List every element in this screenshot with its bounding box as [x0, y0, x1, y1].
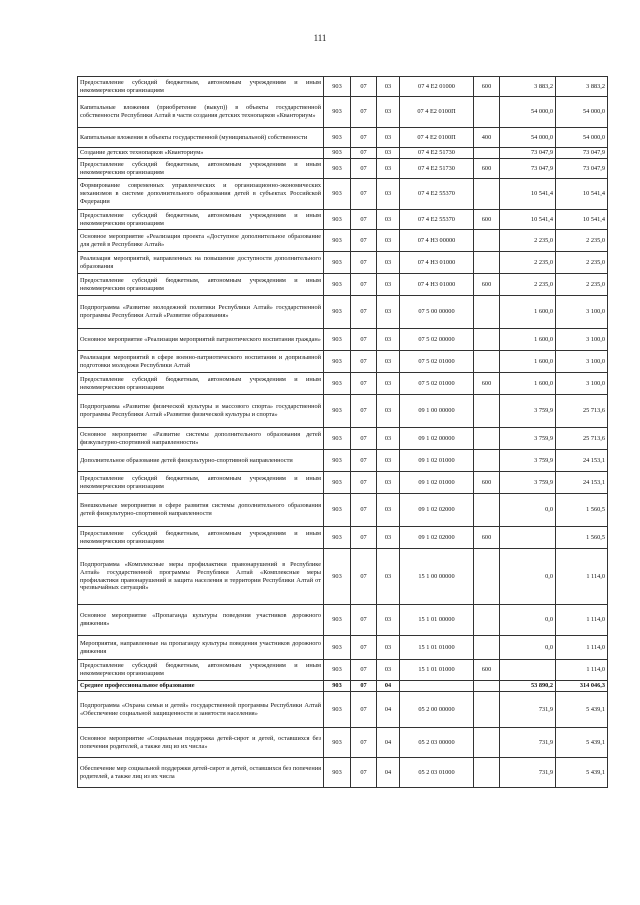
- expense-type-code: 600: [474, 373, 500, 395]
- ministry-code: 903: [324, 472, 351, 494]
- amount-column-1: 3 759,9: [500, 428, 556, 450]
- amount-column-2: 25 713,6: [556, 395, 608, 428]
- ministry-code: 903: [324, 329, 351, 351]
- expense-type-code: [474, 148, 500, 159]
- amount-column-2: 1 560,5: [556, 494, 608, 527]
- table-row: [78, 373, 608, 395]
- target-article-code: 07 4 H3 00000: [400, 230, 474, 252]
- subsection-code: 03: [377, 450, 400, 472]
- amount-column-2: 10 541,4: [556, 179, 608, 210]
- target-article-code: 15 1 01 01000: [400, 636, 474, 660]
- amount-column-2: 5 439,1: [556, 728, 608, 758]
- amount-column-2: 1 114,0: [556, 660, 608, 681]
- amount-column-2: 73 047,9: [556, 159, 608, 179]
- section-code: 07: [351, 692, 377, 728]
- amount-column-1: 0,0: [500, 605, 556, 636]
- row-description: Предоставление субсидий бюджетным, автономным учреждениям и иным некоммерческим организациям: [78, 373, 324, 395]
- table-row: [78, 660, 608, 681]
- table-row: [78, 472, 608, 494]
- expense-type-code: 600: [474, 274, 500, 296]
- target-article-code: 15 1 01 00000: [400, 605, 474, 636]
- table-row: [78, 351, 608, 373]
- expense-type-code: [474, 681, 500, 692]
- ministry-code: 903: [324, 252, 351, 274]
- amount-column-1: 1 600,0: [500, 296, 556, 329]
- subsection-code: 03: [377, 373, 400, 395]
- ministry-code: 903: [324, 636, 351, 660]
- target-article-code: 09 1 02 01000: [400, 450, 474, 472]
- expense-type-code: [474, 230, 500, 252]
- amount-column-2: 314 046,3: [556, 681, 608, 692]
- expense-type-code: [474, 450, 500, 472]
- amount-column-1: 731,9: [500, 692, 556, 728]
- row-description: Основное мероприятие «Развитие системы дополнительного образования детей физкультурно-спортивной направленности»: [78, 428, 324, 450]
- subsection-code: 03: [377, 274, 400, 296]
- ministry-code: 903: [324, 179, 351, 210]
- expense-type-code: [474, 728, 500, 758]
- target-article-code: 07 5 02 01000: [400, 373, 474, 395]
- target-article-code: [400, 681, 474, 692]
- expense-type-code: [474, 428, 500, 450]
- subsection-code: 03: [377, 148, 400, 159]
- row-description: Реализация мероприятий, направленных на повышение доступности дополнительного образования: [78, 252, 324, 274]
- target-article-code: 09 1 02 01000: [400, 472, 474, 494]
- ministry-code: 903: [324, 450, 351, 472]
- subsection-code: 03: [377, 660, 400, 681]
- table-row: [78, 681, 608, 692]
- section-code: 07: [351, 549, 377, 605]
- budget-table: [77, 76, 608, 788]
- section-code: 07: [351, 296, 377, 329]
- target-article-code: 07 4 E2 55370: [400, 210, 474, 230]
- amount-column-2: 24 153,1: [556, 472, 608, 494]
- table-row: [78, 428, 608, 450]
- ministry-code: 903: [324, 77, 351, 97]
- ministry-code: 903: [324, 210, 351, 230]
- ministry-code: 903: [324, 728, 351, 758]
- amount-column-2: 3 100,0: [556, 296, 608, 329]
- row-description: Внешкольные мероприятия в сфере развития системы дополнительного образования детей физкультурно-спортивной направленности: [78, 494, 324, 527]
- amount-column-2: 24 153,1: [556, 450, 608, 472]
- amount-column-2: 3 100,0: [556, 373, 608, 395]
- row-description: Основное мероприятие «Социальная поддержка детей-сирот и детей, оставшихся без попечения родителей, а также лиц из их числа»: [78, 728, 324, 758]
- target-article-code: 09 1 00 00000: [400, 395, 474, 428]
- expense-type-code: [474, 636, 500, 660]
- section-code: 07: [351, 351, 377, 373]
- section-code: 07: [351, 728, 377, 758]
- row-description: Капитальные вложения (приобретение (выкуп)) в объекты государственной собственности Республики Алтай в части создания детских технопарков «Кванториум»: [78, 97, 324, 128]
- amount-column-2: 5 439,1: [556, 692, 608, 728]
- ministry-code: 903: [324, 395, 351, 428]
- table-row: [78, 97, 608, 128]
- target-article-code: 05 2 00 00000: [400, 692, 474, 728]
- expense-type-code: [474, 97, 500, 128]
- target-article-code: 07 5 02 01000: [400, 351, 474, 373]
- subsection-code: 03: [377, 179, 400, 210]
- section-code: 07: [351, 210, 377, 230]
- row-description: Мероприятия, направленные на пропаганду культуры поведения участников дорожного движения: [78, 636, 324, 660]
- section-code: 07: [351, 128, 377, 148]
- amount-column-2: 3 100,0: [556, 351, 608, 373]
- target-article-code: 09 1 02 00000: [400, 428, 474, 450]
- target-article-code: 07 4 E2 55370: [400, 179, 474, 210]
- section-code: 07: [351, 179, 377, 210]
- section-code: 07: [351, 252, 377, 274]
- ministry-code: 903: [324, 692, 351, 728]
- row-description: Предоставление субсидий бюджетным, автономным учреждениям и иным некоммерческим организациям: [78, 274, 324, 296]
- target-article-code: 07 4 H3 01000: [400, 274, 474, 296]
- expense-type-code: [474, 395, 500, 428]
- amount-column-1: 1 600,0: [500, 351, 556, 373]
- row-description: Подпрограмма «Развитие физической культуры и массового спорта» государственной программы Республики Алтай «Развитие физической культуры и спорта»: [78, 395, 324, 428]
- row-description: Предоставление субсидий бюджетным, автономным учреждениям и иным некоммерческим организациям: [78, 472, 324, 494]
- subsection-code: 03: [377, 159, 400, 179]
- expense-type-code: [474, 692, 500, 728]
- table-row: [78, 395, 608, 428]
- subsection-code: 03: [377, 351, 400, 373]
- subsection-code: 04: [377, 681, 400, 692]
- expense-type-code: 600: [474, 660, 500, 681]
- amount-column-2: 1 114,0: [556, 549, 608, 605]
- section-code: 07: [351, 527, 377, 549]
- table-row: [78, 230, 608, 252]
- target-article-code: 07 4 H3 01000: [400, 252, 474, 274]
- ministry-code: 903: [324, 159, 351, 179]
- table-body: [78, 77, 608, 788]
- target-article-code: 07 5 02 00000: [400, 329, 474, 351]
- expense-type-code: 600: [474, 210, 500, 230]
- section-code: 07: [351, 148, 377, 159]
- page-number: 111: [313, 33, 327, 43]
- expense-type-code: 600: [474, 159, 500, 179]
- section-code: 07: [351, 77, 377, 97]
- target-article-code: 07 4 E2 01000: [400, 77, 474, 97]
- expense-type-code: [474, 179, 500, 210]
- amount-column-1: 2 235,0: [500, 252, 556, 274]
- amount-column-1: 10 541,4: [500, 210, 556, 230]
- subsection-code: 03: [377, 210, 400, 230]
- expense-type-code: [474, 351, 500, 373]
- ministry-code: 903: [324, 351, 351, 373]
- row-description: Предоставление субсидий бюджетным, автономным учреждениям и иным некоммерческим организациям: [78, 527, 324, 549]
- section-code: 07: [351, 159, 377, 179]
- expense-type-code: [474, 329, 500, 351]
- amount-column-1: 73 047,9: [500, 148, 556, 159]
- section-code: 07: [351, 450, 377, 472]
- section-code: 07: [351, 605, 377, 636]
- amount-column-1: 10 541,4: [500, 179, 556, 210]
- amount-column-1: 3 759,9: [500, 450, 556, 472]
- subsection-code: 03: [377, 428, 400, 450]
- expense-type-code: [474, 549, 500, 605]
- table-row: [78, 252, 608, 274]
- subsection-code: 03: [377, 296, 400, 329]
- section-code: 07: [351, 494, 377, 527]
- amount-column-2: 2 235,0: [556, 274, 608, 296]
- row-description: Предоставление субсидий бюджетным, автономным учреждениям и иным некоммерческим организациям: [78, 660, 324, 681]
- amount-column-2: 1 114,0: [556, 605, 608, 636]
- table-row: [78, 296, 608, 329]
- subsection-code: 04: [377, 758, 400, 788]
- amount-column-1: 54 000,0: [500, 128, 556, 148]
- subsection-code: 03: [377, 494, 400, 527]
- expense-type-code: [474, 605, 500, 636]
- amount-column-1: 0,0: [500, 636, 556, 660]
- amount-column-1: 3 759,9: [500, 472, 556, 494]
- table-row: [78, 329, 608, 351]
- table-row: [78, 758, 608, 788]
- table-row: [78, 636, 608, 660]
- amount-column-2: 3 883,2: [556, 77, 608, 97]
- subsection-code: 03: [377, 77, 400, 97]
- expense-type-code: 600: [474, 77, 500, 97]
- target-article-code: 09 1 02 02000: [400, 527, 474, 549]
- target-article-code: 15 1 00 00000: [400, 549, 474, 605]
- amount-column-1: 3 883,2: [500, 77, 556, 97]
- subsection-code: 03: [377, 230, 400, 252]
- target-article-code: 15 1 01 01000: [400, 660, 474, 681]
- target-article-code: 07 4 E2 51730: [400, 159, 474, 179]
- amount-column-2: 3 100,0: [556, 329, 608, 351]
- target-article-code: 07 5 00 00000: [400, 296, 474, 329]
- table-row: [78, 494, 608, 527]
- target-article-code: 09 1 02 02000: [400, 494, 474, 527]
- row-description: Предоставление субсидий бюджетным, автономным учреждениям и иным некоммерческим организациям: [78, 210, 324, 230]
- section-code: 07: [351, 660, 377, 681]
- amount-column-1: 2 235,0: [500, 274, 556, 296]
- subsection-code: 03: [377, 329, 400, 351]
- table-row: [78, 148, 608, 159]
- target-article-code: 05 2 03 00000: [400, 728, 474, 758]
- row-description: Обеспечение мер социальной поддержки детей-сирот и детей, оставшихся без попечения родителей, а также лиц из их числа: [78, 758, 324, 788]
- table-row: [78, 692, 608, 728]
- amount-column-2: 73 047,9: [556, 148, 608, 159]
- amount-column-2: 25 713,6: [556, 428, 608, 450]
- table-row: [78, 128, 608, 148]
- table-row: [78, 274, 608, 296]
- section-code: 07: [351, 274, 377, 296]
- row-description: Формирование современных управленческих и организационно-экономических механизмов в системе дополнительного образования детей в субъектах Российской Федерации: [78, 179, 324, 210]
- section-code: 07: [351, 395, 377, 428]
- table-row: [78, 179, 608, 210]
- expense-type-code: [474, 494, 500, 527]
- subsection-code: 04: [377, 728, 400, 758]
- subsection-code: 03: [377, 395, 400, 428]
- amount-column-1: [500, 660, 556, 681]
- table-row: [78, 210, 608, 230]
- section-code: 07: [351, 636, 377, 660]
- amount-column-1: 0,0: [500, 549, 556, 605]
- row-description: Предоставление субсидий бюджетным, автономным учреждениям и иным некоммерческим организациям: [78, 159, 324, 179]
- amount-column-1: 1 600,0: [500, 329, 556, 351]
- subsection-code: 03: [377, 97, 400, 128]
- amount-column-2: 10 541,4: [556, 210, 608, 230]
- amount-column-2: 54 000,0: [556, 97, 608, 128]
- table-row: [78, 527, 608, 549]
- row-description: Дополнительное образование детей физкультурно-спортивной направленности: [78, 450, 324, 472]
- row-description: Подпрограмма «Развитие молодежной политики Республики Алтай» государственной программы Республики Алтай «Развитие образования»: [78, 296, 324, 329]
- amount-column-1: 53 890,2: [500, 681, 556, 692]
- amount-column-1: 731,9: [500, 758, 556, 788]
- ministry-code: 903: [324, 605, 351, 636]
- expense-type-code: [474, 758, 500, 788]
- section-code: 07: [351, 681, 377, 692]
- ministry-code: 903: [324, 296, 351, 329]
- row-description: Подпрограмма «Комплексные меры профилактики правонарушений в Республике Алтай» государственной программы Республики Алтай «Комплексные меры профилактики правонарушений и защита населения и территории Республики Алтай от чрезвычайных ситуаций»: [78, 549, 324, 605]
- amount-column-2: 2 235,0: [556, 252, 608, 274]
- ministry-code: 903: [324, 758, 351, 788]
- row-description: Создание детских технопарков «Кванториум»: [78, 148, 324, 159]
- section-code: 07: [351, 329, 377, 351]
- row-description: Капитальные вложения в объекты государственной (муниципальной) собственности: [78, 128, 324, 148]
- target-article-code: 05 2 03 01000: [400, 758, 474, 788]
- amount-column-1: 73 047,9: [500, 159, 556, 179]
- expense-type-code: [474, 296, 500, 329]
- section-code: 07: [351, 472, 377, 494]
- expense-type-code: 600: [474, 472, 500, 494]
- ministry-code: 903: [324, 97, 351, 128]
- subsection-code: 04: [377, 692, 400, 728]
- amount-column-1: 54 000,0: [500, 97, 556, 128]
- table-row: [78, 450, 608, 472]
- subsection-code: 03: [377, 549, 400, 605]
- ministry-code: 903: [324, 527, 351, 549]
- section-code: 07: [351, 373, 377, 395]
- table-row: [78, 728, 608, 758]
- amount-column-2: 54 000,0: [556, 128, 608, 148]
- expense-type-code: 600: [474, 527, 500, 549]
- amount-column-1: 2 235,0: [500, 230, 556, 252]
- table-row: [78, 77, 608, 97]
- subsection-code: 03: [377, 472, 400, 494]
- amount-column-2: 2 235,0: [556, 230, 608, 252]
- section-code: 07: [351, 97, 377, 128]
- subsection-code: 03: [377, 527, 400, 549]
- amount-column-1: 1 600,0: [500, 373, 556, 395]
- row-description: Среднее профессиональное образование: [78, 681, 324, 692]
- amount-column-1: [500, 527, 556, 549]
- target-article-code: 07 4 E2 0100П: [400, 128, 474, 148]
- subsection-code: 03: [377, 128, 400, 148]
- expense-type-code: 400: [474, 128, 500, 148]
- section-code: 07: [351, 758, 377, 788]
- ministry-code: 903: [324, 660, 351, 681]
- amount-column-1: 731,9: [500, 728, 556, 758]
- row-description: Реализация мероприятий в сфере военно-патриотического воспитания и допризывной подготовки молодежи Республики Алтай: [78, 351, 324, 373]
- amount-column-2: 1 560,5: [556, 527, 608, 549]
- row-description: Основное мероприятие «Реализация мероприятий патриотического воспитания граждан»: [78, 329, 324, 351]
- ministry-code: 903: [324, 230, 351, 252]
- table-row: [78, 159, 608, 179]
- target-article-code: 07 4 E2 0100П: [400, 97, 474, 128]
- ministry-code: 903: [324, 428, 351, 450]
- subsection-code: 03: [377, 605, 400, 636]
- row-description: Предоставление субсидий бюджетным, автономным учреждениям и иным некоммерческим организациям: [78, 77, 324, 97]
- ministry-code: 903: [324, 148, 351, 159]
- amount-column-1: 0,0: [500, 494, 556, 527]
- ministry-code: 903: [324, 494, 351, 527]
- row-description: Основное мероприятие «Пропаганда культуры поведения участников дорожного движения»: [78, 605, 324, 636]
- ministry-code: 903: [324, 128, 351, 148]
- amount-column-2: 5 439,1: [556, 758, 608, 788]
- ministry-code: 903: [324, 681, 351, 692]
- subsection-code: 03: [377, 252, 400, 274]
- row-description: Основное мероприятие «Реализация проекта «Доступное дополнительное образование для детей в Республике Алтай»: [78, 230, 324, 252]
- table-row: [78, 549, 608, 605]
- ministry-code: 903: [324, 549, 351, 605]
- section-code: 07: [351, 230, 377, 252]
- amount-column-2: 1 114,0: [556, 636, 608, 660]
- target-article-code: 07 4 E2 51730: [400, 148, 474, 159]
- expense-type-code: [474, 252, 500, 274]
- table-row: [78, 605, 608, 636]
- section-code: 07: [351, 428, 377, 450]
- ministry-code: 903: [324, 274, 351, 296]
- row-description: Подпрограмма «Охрана семьи и детей» государственной программы Республики Алтай «Обеспечение социальной защищенности и занятости населения»: [78, 692, 324, 728]
- ministry-code: 903: [324, 373, 351, 395]
- amount-column-1: 3 759,9: [500, 395, 556, 428]
- subsection-code: 03: [377, 636, 400, 660]
